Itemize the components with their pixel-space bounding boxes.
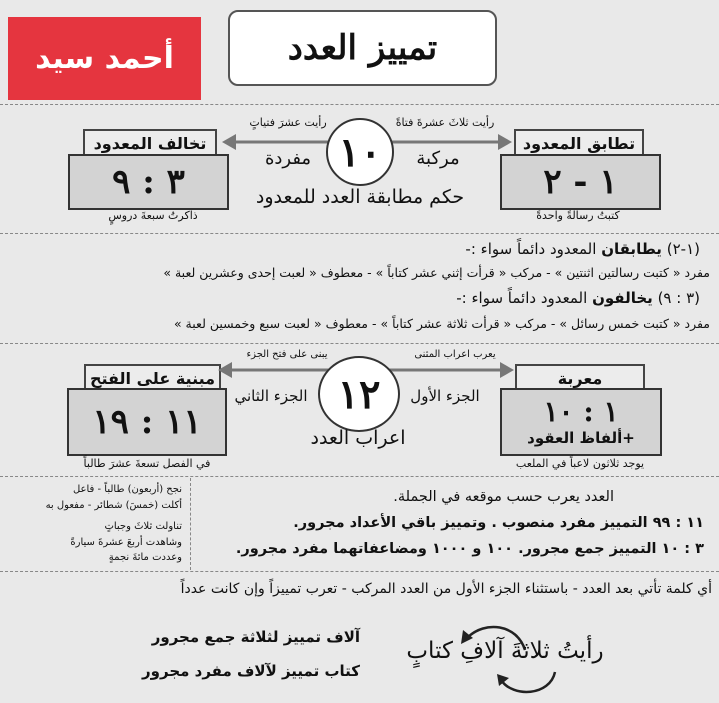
divider xyxy=(0,343,719,344)
rule-1-rest: المعدود دائماً سواء :- xyxy=(465,240,597,258)
side-example: وعددت مائةَ نجمةٍ xyxy=(108,552,182,563)
match-range: ١ - ٢ xyxy=(500,154,661,210)
side-example: تناولت ثلاثَ وجباتٍ xyxy=(104,521,182,532)
arrow-left-caption-2: يبنى على فتح الجزء xyxy=(246,349,328,360)
mismatch-example: ذاكرتُ سبعةَ دروسٍ xyxy=(108,209,198,222)
divider xyxy=(0,476,719,477)
label-mufrada: مفردة xyxy=(264,148,312,169)
rule-line-2 xyxy=(240,289,700,307)
irab-title: اعراب العدد xyxy=(310,427,406,449)
mismatch-range: ٣ : ٩ xyxy=(68,154,229,210)
mabniya-range: ١١ : ١٩ xyxy=(67,388,227,456)
muraba-range: ١ : ١٠ xyxy=(543,395,619,428)
rule-2-examples: مفرد « كتبت خمس رسائل » - مركب « قرأت ثلاثة عشر كتاباً » - معطوف « لعبت سبع وخمسين لعبة » xyxy=(173,316,710,331)
note: كتاب تمييز لآلاف مفرد مجرور xyxy=(142,662,360,680)
side-example: وشاهدت أربعَ عشرةَ سيارةً xyxy=(70,536,182,548)
divider xyxy=(0,233,719,234)
rule-1-prefix: (١-٢) xyxy=(666,240,700,258)
rule-2-rest: المعدود دائماً سواء :- xyxy=(456,289,588,307)
rule-line-1 xyxy=(240,240,700,258)
match-rule-title: حكم مطابقة العدد للمعدود xyxy=(255,186,465,208)
tamyiz-notes xyxy=(100,620,360,688)
number-twelve-circle: ١٢ xyxy=(318,356,400,432)
side-example: أكلت (خمسَ) شطائر - مفعول به xyxy=(45,499,182,511)
divider xyxy=(0,571,719,572)
divider-vertical xyxy=(190,478,191,570)
divider xyxy=(0,104,719,105)
irab-rule: ١١ : ٩٩ التمييز مفرد منصوب . وتمييز باقي الأعداد مجرور. xyxy=(293,515,704,531)
note: آلاف تمييز لثلاثة جمع مجرور xyxy=(151,628,360,646)
irab-rule: ٣ : ١٠ التمييز جمع مجرور. ١٠٠ و ١٠٠٠ ومضاعفاتهما مفرد مجرور. xyxy=(235,541,704,557)
muraba-header: معربة xyxy=(515,364,645,392)
mabniya-header: مبنية على الفتح xyxy=(84,364,221,392)
irab-rule: العدد يعرب حسب موقعه في الجملة. xyxy=(393,489,614,505)
mismatch-header: تخالف المعدود xyxy=(83,129,217,158)
author-badge: أحمد سيد xyxy=(8,17,201,100)
match-example: كتبتُ رسالةً واحدةً xyxy=(536,209,620,222)
examples-side xyxy=(14,482,182,566)
muraba-example: يوجد ثلاثون لاعباً في الملعب xyxy=(515,457,645,470)
side-example: نجح (أربعون) طالباً - فاعل xyxy=(72,484,182,495)
tamyiz-example: رأيتُ ثلاثةَ آلافِ كتابٍ xyxy=(406,638,604,664)
rule-2-prefix: (٣ : ٩) xyxy=(657,289,700,307)
match-header: تطابق المعدود xyxy=(514,129,644,158)
muraba-box xyxy=(500,388,662,456)
number-ten-circle: ١٠ xyxy=(326,118,394,186)
tamyiz-summary: أي كلمة تأتي بعد العدد - باستثناء الجزء الأول من العدد المركب - تعرب تمييزاً وإن كانت عدداً xyxy=(180,581,712,597)
arrow-right-caption: رأيت ثلاثَ عشرةَ فتاةً xyxy=(395,116,495,129)
muraba-decades: +ألفاظ العقود xyxy=(527,429,635,447)
irab-rules xyxy=(198,484,704,562)
arrow-right-caption-2: يعرب اعراب المثنى xyxy=(414,349,496,360)
arrow-left-caption: رأيت عشرَ فتياتٍ xyxy=(249,116,327,129)
mabniya-example: في الفصل تسعةَ عشرَ طالباً xyxy=(83,457,211,470)
rule-1-examples: مفرد « كتبت رسالتين اثنتين » - مركب « قرأت إثني عشر كتاباً » - معطوف « لعبت إحدى وعشرين لعبة » xyxy=(163,265,710,280)
rule-1-keyword: يطابقان xyxy=(601,240,662,258)
label-part2: الجزء الثاني xyxy=(234,387,308,405)
label-murakkaba: مركبة xyxy=(416,148,460,169)
label-part1: الجزء الأول xyxy=(410,387,480,405)
page-title: تمييز العدد xyxy=(228,10,497,86)
rule-2-keyword: يخالفون xyxy=(592,289,653,307)
